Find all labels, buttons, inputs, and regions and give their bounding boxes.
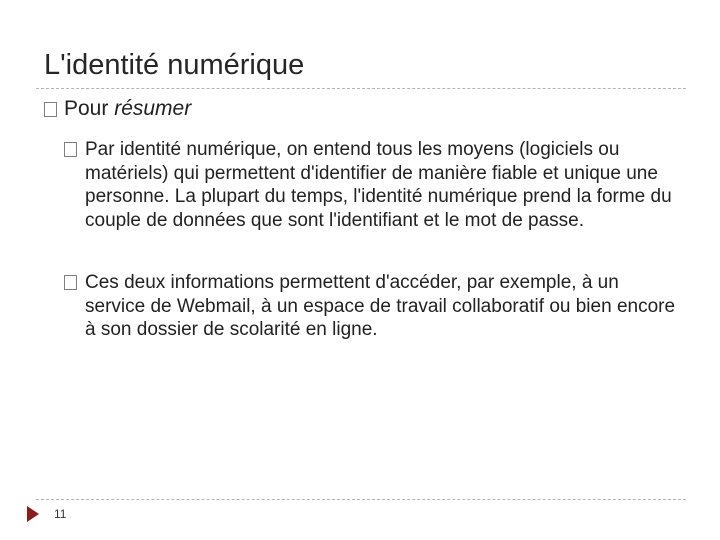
slide-title: L'identité numérique (44, 49, 305, 81)
section-heading-word1: Pour (64, 97, 115, 120)
bullet-text-1: Par identité numérique, on entend tous les moyens (logiciels ou matériels) qui permettent d'identifier de manière fiable et unique une personne. La plupart du temps, l'identité numérique prend la forme du couple de données que sont l'identifiant et le mot de passe. (85, 139, 672, 231)
page-number: 11 (54, 507, 67, 521)
section-heading-text (64, 96, 191, 122)
footer-divider (36, 499, 686, 500)
section-heading-word2: résumer (114, 97, 192, 120)
checkbox-square-icon (44, 102, 57, 117)
bullet-item-2 (64, 271, 684, 342)
checkbox-square-icon (64, 275, 77, 290)
bullet-text-2: Ces deux informations permettent d'accéder, par exemple, à un service de Webmail, à un espace de travail collaboratif ou bien encore à son dossier de scolarité en ligne. (85, 272, 676, 340)
bullet-item-1 (64, 138, 684, 232)
title-divider (36, 88, 686, 89)
checkbox-square-icon (64, 142, 77, 157)
section-heading (44, 96, 191, 122)
arrow-right-icon (27, 506, 39, 522)
